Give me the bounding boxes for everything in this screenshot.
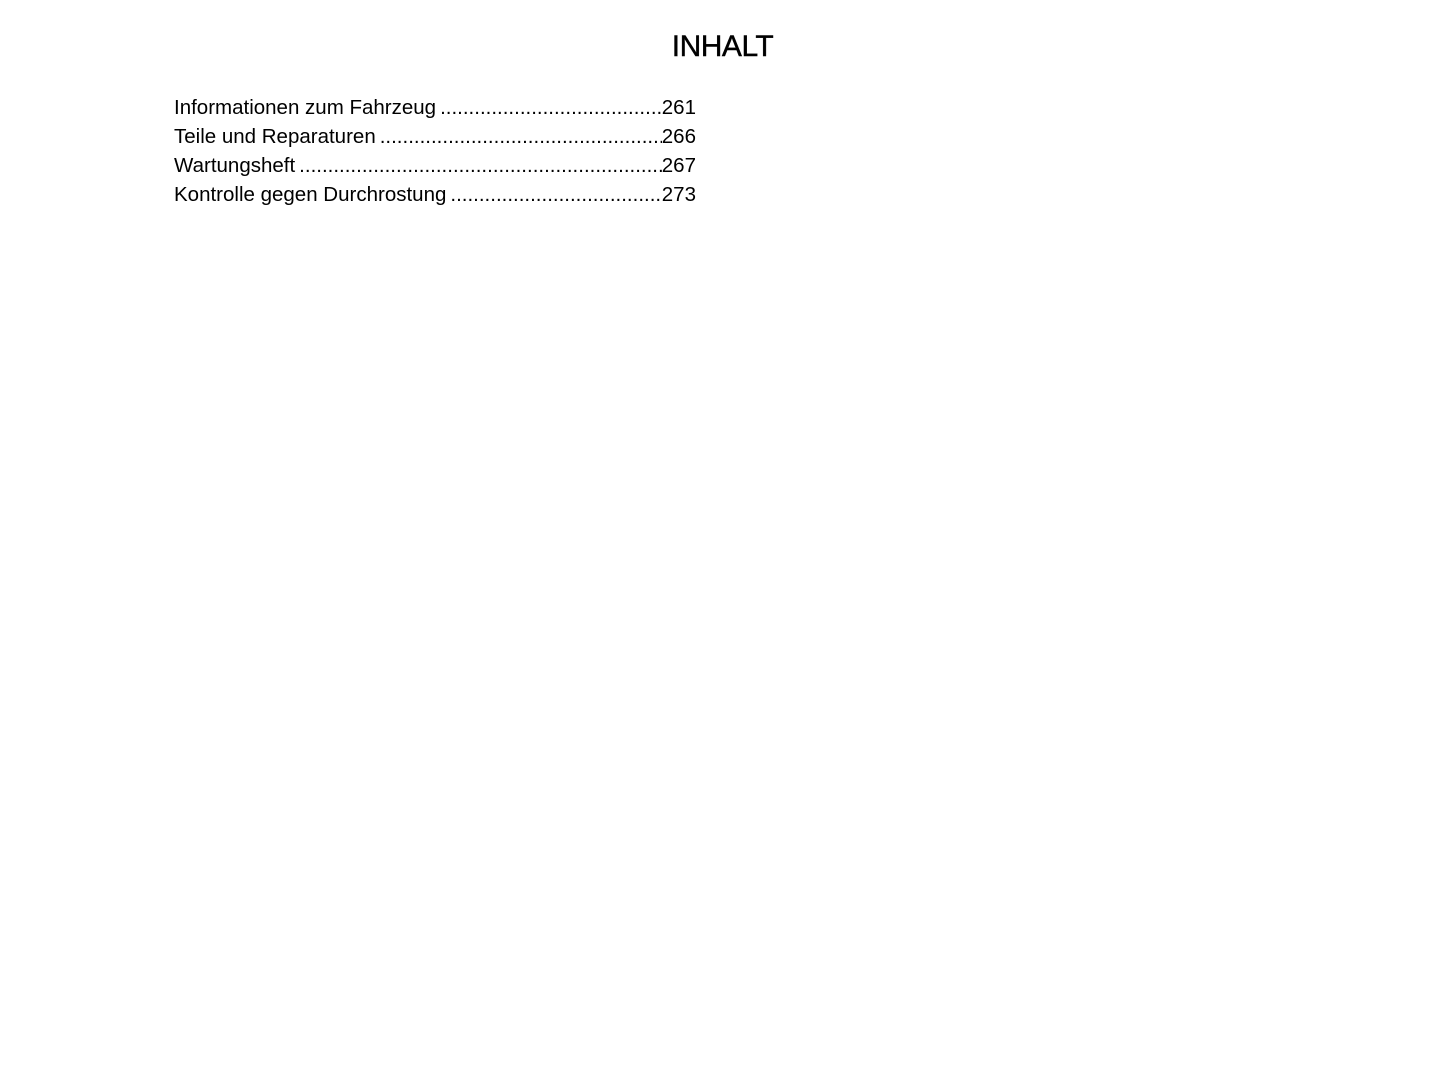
table-of-contents bbox=[174, 93, 696, 208]
toc-entry-wartungsheft[interactable] bbox=[174, 151, 696, 180]
toc-page-number: 261 bbox=[661, 96, 696, 119]
toc-entry-label: Kontrolle gegen Durchrostung bbox=[174, 182, 447, 206]
toc-dot-leader bbox=[436, 93, 662, 122]
toc-entry-label: Teile und Reparaturen bbox=[174, 125, 376, 148]
toc-entry-kontrolle-gegen-durchrostung[interactable] bbox=[174, 180, 696, 209]
toc-page-number: 273 bbox=[661, 182, 696, 206]
toc-entry-label: Wartungsheft bbox=[174, 154, 296, 177]
toc-page-number: 267 bbox=[661, 154, 696, 177]
toc-entry-informationen-zum-fahrzeug[interactable] bbox=[174, 93, 696, 122]
toc-entry-label: Informationen zum Fahrzeug bbox=[174, 96, 437, 119]
page-title: INHALT bbox=[671, 30, 774, 63]
toc-entry-teile-und-reparaturen[interactable] bbox=[174, 122, 696, 151]
toc-dot-leader bbox=[295, 151, 662, 180]
toc-dot-leader bbox=[376, 122, 662, 151]
toc-page-number: 266 bbox=[661, 125, 696, 148]
toc-dot-leader bbox=[446, 180, 661, 209]
